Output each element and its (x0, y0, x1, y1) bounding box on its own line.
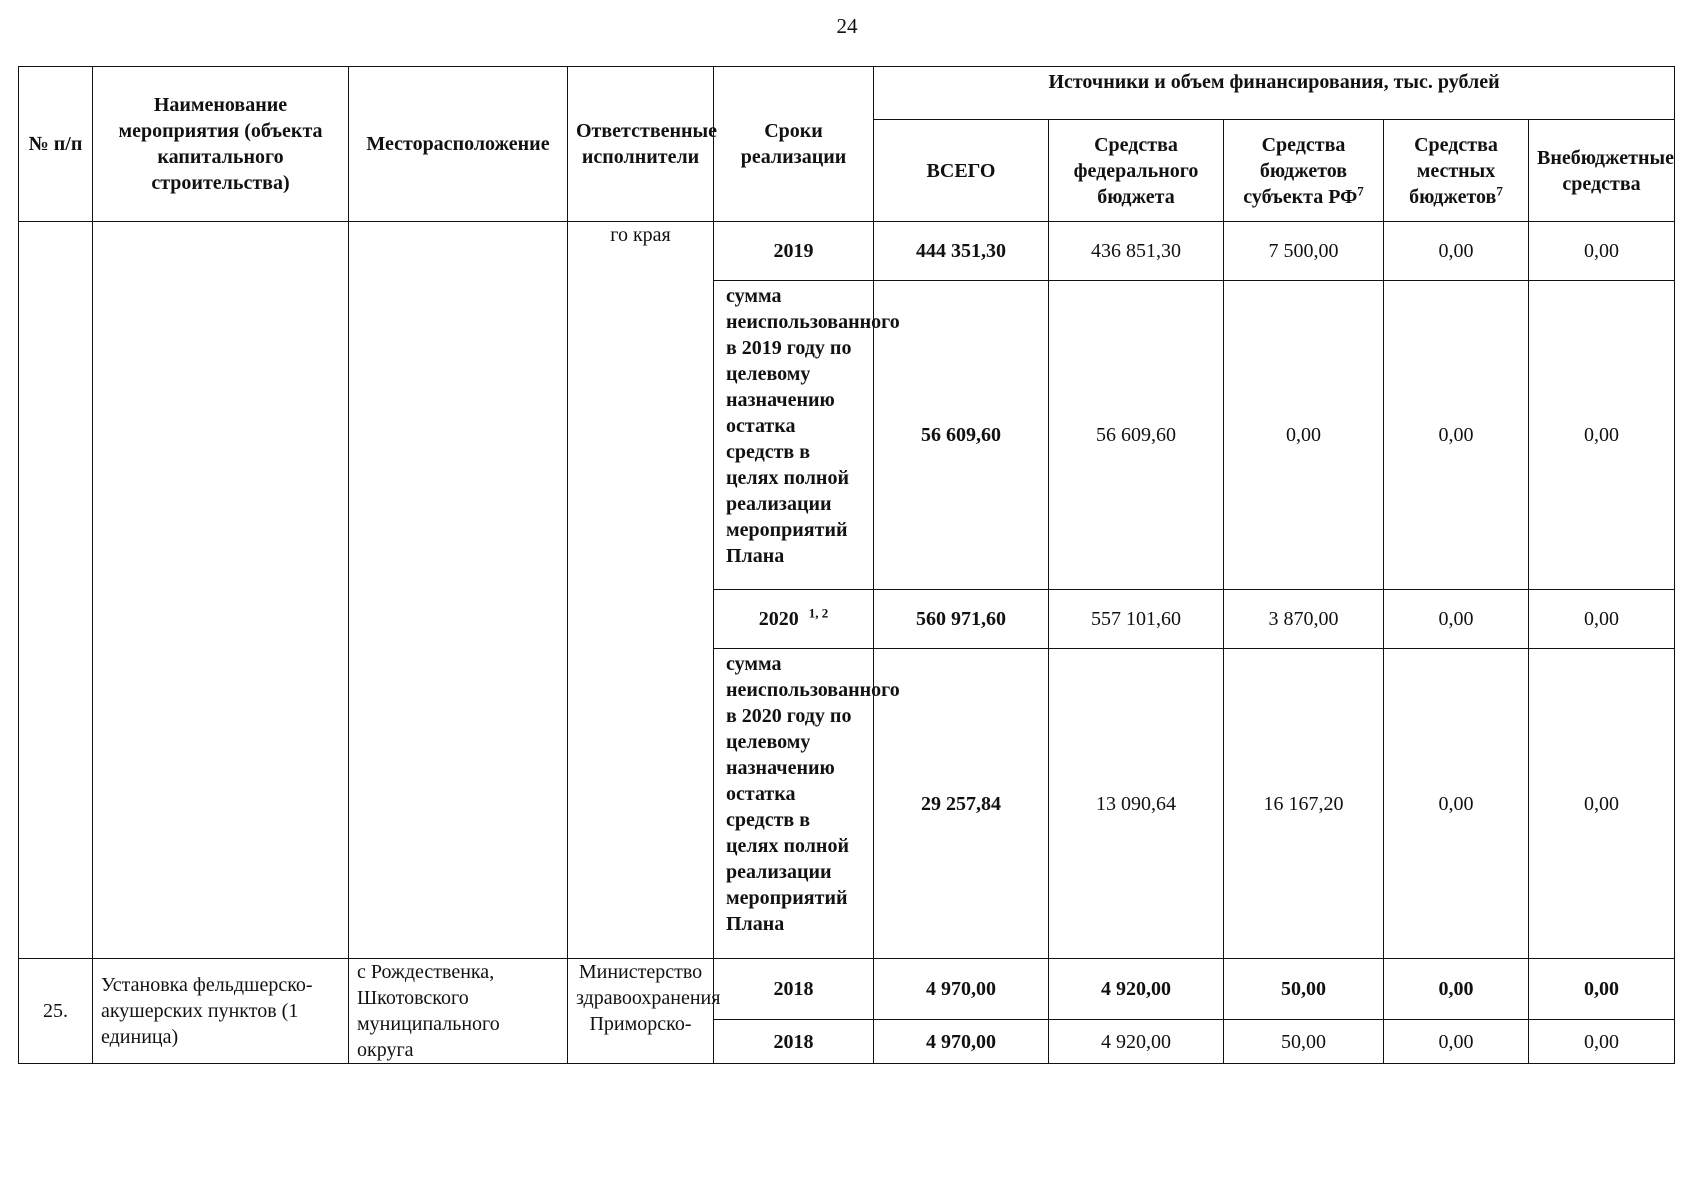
header-executors: Ответственные исполнители (568, 67, 714, 222)
cell-executors-continued: го края (568, 222, 714, 959)
cell-regional: 16 167,20 (1224, 649, 1384, 959)
header-local (1384, 120, 1529, 222)
header-local-note: 7 (1496, 182, 1503, 198)
cell-regional: 50,00 (1224, 959, 1384, 1020)
financing-table (18, 66, 1675, 1064)
header-sources: Источники и объем финансирования, тыс. рублей (874, 67, 1675, 120)
cell-total: 4 970,00 (874, 1020, 1049, 1064)
cell-federal: 4 920,00 (1049, 959, 1224, 1020)
header-location: Месторасположение (349, 67, 568, 222)
cell-local: 0,00 (1384, 281, 1529, 590)
header-extra: Внебюджетные средства (1529, 120, 1675, 222)
cell-location: с Рождественка, Шкотовского муниципального округа (349, 959, 568, 1064)
cell-executors: Министерство здравоохранения Приморско- (568, 959, 714, 1064)
cell-total: 56 609,60 (874, 281, 1049, 590)
cell-extra: 0,00 (1529, 281, 1675, 590)
cell-local: 0,00 (1384, 1020, 1529, 1064)
cell-federal: 13 090,64 (1049, 649, 1224, 959)
cell-federal: 4 920,00 (1049, 1020, 1224, 1064)
cell-period (714, 590, 874, 649)
table-row (19, 222, 1675, 281)
cell-total: 560 971,60 (874, 590, 1049, 649)
cell-name-continued (93, 222, 349, 959)
header-num: № п/п (19, 67, 93, 222)
cell-local: 0,00 (1384, 222, 1529, 281)
period-label: 2019 (773, 240, 814, 262)
cell-total: 4 970,00 (874, 959, 1049, 1020)
cell-federal: 557 101,60 (1049, 590, 1224, 649)
header-total: ВСЕГО (874, 120, 1049, 222)
cell-extra: 0,00 (1529, 222, 1675, 281)
header-regional-note: 7 (1357, 182, 1364, 198)
cell-total: 29 257,84 (874, 649, 1049, 959)
cell-regional: 7 500,00 (1224, 222, 1384, 281)
cell-local: 0,00 (1384, 959, 1529, 1020)
header-name: Наименование мероприятия (объекта капитального строительства) (93, 67, 349, 222)
cell-extra: 0,00 (1529, 959, 1675, 1020)
period-note: 1, 2 (808, 605, 829, 621)
cell-extra: 0,00 (1529, 649, 1675, 959)
cell-total: 444 351,30 (874, 222, 1049, 281)
cell-period: 2018 (714, 959, 874, 1020)
period-label: 2020 (758, 608, 799, 630)
cell-num-continued (19, 222, 93, 959)
cell-extra: 0,00 (1529, 590, 1675, 649)
header-period: Сроки реализации (714, 67, 874, 222)
cell-location-continued (349, 222, 568, 959)
table-row (19, 959, 1675, 1020)
page-number: 24 (836, 14, 858, 38)
cell-local: 0,00 (1384, 649, 1529, 959)
cell-regional: 0,00 (1224, 281, 1384, 590)
cell-period: 2018 (714, 1020, 874, 1064)
header-regional (1224, 120, 1384, 222)
header-federal: Средства федерального бюджета (1049, 120, 1224, 222)
cell-num: 25. (19, 959, 93, 1064)
cell-name: Установка фельдшерско-акушерских пунктов (1 единица) (93, 959, 349, 1064)
cell-period (714, 222, 874, 281)
cell-period: сумма неиспользованного в 2019 году по целевому назначению остатка средств в целях полной реализации мероприятий Плана (714, 281, 874, 590)
cell-extra: 0,00 (1529, 1020, 1675, 1064)
cell-federal: 56 609,60 (1049, 281, 1224, 590)
cell-federal: 436 851,30 (1049, 222, 1224, 281)
cell-regional: 3 870,00 (1224, 590, 1384, 649)
cell-regional: 50,00 (1224, 1020, 1384, 1064)
cell-period: сумма неиспользованного в 2020 году по целевому назначению остатка средств в целях полной реализации мероприятий Плана (714, 649, 874, 959)
header-local-label: Средства местных бюджетов (1409, 133, 1498, 208)
cell-local: 0,00 (1384, 590, 1529, 649)
header-regional-label: Средства бюджетов субъекта РФ (1243, 133, 1358, 208)
